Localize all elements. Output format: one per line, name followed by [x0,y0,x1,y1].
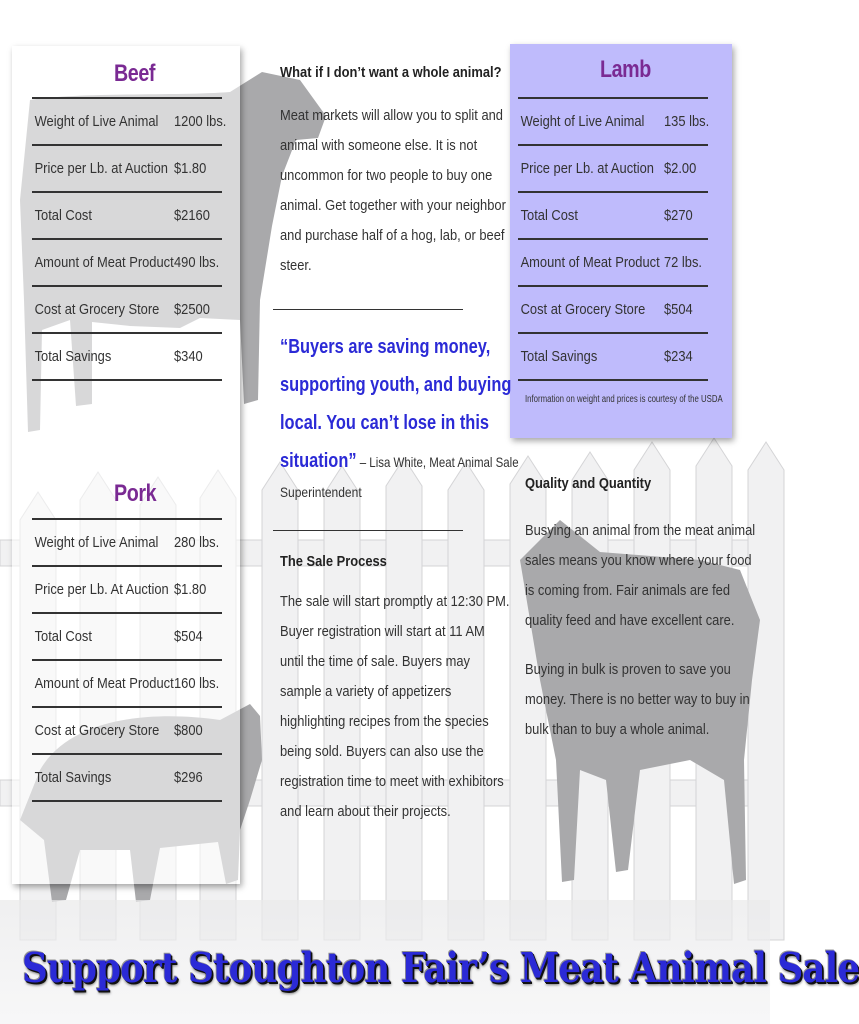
beef-row-label: Cost at Grocery Store [34,301,160,318]
quality-paragraph-2 [525,655,786,745]
quote-line: “Buyers are saving money, [280,336,491,358]
beef-row-value: $2500 [174,301,210,318]
beef-row [32,193,222,240]
text-line: sales means you know where your food [525,552,752,569]
text-line: Buying in bulk is proven to save you [525,661,731,678]
text-line: is coming from. Fair animals are fed [525,582,731,599]
pork-row [32,520,222,567]
lamb-row [518,193,708,240]
lamb-row [518,99,708,146]
pork-row-value: 160 lbs. [174,675,220,692]
text-line: bulk than to buy a whole animal. [525,721,710,738]
lamb-title: Lamb [600,56,651,83]
text-line: Buyer registration will start at 11 AM [280,623,485,640]
pork-row-value: $296 [174,769,203,786]
pork-title: Pork [114,480,157,507]
beef-row-label: Total Savings [34,348,112,365]
quote-attribution-line2: Superintendent [280,484,362,500]
lamb-row-label: Amount of Meat Product [520,254,660,271]
quote-attribution: – Lisa White, Meat Animal Sale [356,454,519,470]
lamb-row-label: Price per Lb. at Auction [520,160,654,177]
pork-row-label: Total Cost [34,628,92,645]
beef-title: Beef [114,60,156,87]
lamb-row-value: $270 [664,207,693,224]
pork-row [32,614,222,661]
text-line: registration time to meet with exhibitors [280,773,504,790]
sale-process-text [280,587,547,827]
pork-row-value: $504 [174,628,203,645]
beef-row [32,240,222,287]
whole-animal-text [280,101,543,281]
pork-row-value: 280 lbs. [174,534,220,551]
lamb-row-value: 135 lbs. [664,113,710,130]
beef-row [32,146,222,193]
text-line: animal with someone else. It is not [280,137,478,154]
pork-row-label: Total Savings [34,769,112,786]
text-line: money. There is no better way to buy in [525,691,750,708]
lamb-row [518,287,708,334]
quality-heading: Quality and Quantity [525,475,652,492]
pork-row [32,708,222,755]
beef-row-value: $2160 [174,207,210,224]
beef-row-value: 1200 lbs. [174,113,227,130]
pork-row [32,661,222,708]
lamb-row-label: Cost at Grocery Store [520,301,646,318]
text-line: until the time of sale. Buyers may [280,653,471,670]
buyer-quote [280,328,571,481]
banner-title: Support Stoughton Fair’s Meat Animal Sale [22,944,859,992]
beef-row-label: Total Cost [34,207,92,224]
pork-row-label: Cost at Grocery Store [34,722,160,739]
sale-process-heading: The Sale Process [280,553,387,570]
lamb-row-label: Weight of Live Animal [520,113,645,130]
quality-paragraph-1 [525,516,793,636]
beef-row [32,99,227,146]
text-line: steer. [280,257,312,274]
whole-animal-heading: What if I don’t want a whole animal? [280,64,502,81]
text-line: uncommon for two people to buy one [280,167,493,184]
text-line: Meat markets will allow you to split and [280,107,503,124]
quote-line: local. You can’t lose in this [280,412,489,434]
lamb-row-value: $234 [664,348,693,365]
lamb-row [518,146,708,193]
lamb-row-value: $2.00 [664,160,697,177]
quote-line: supporting youth, and buying [280,374,512,396]
beef-row-label: Amount of Meat Product [34,254,174,271]
text-line: animal. Get together with your neighbor [280,197,506,214]
divider-top [273,309,463,310]
pork-row-value: $800 [174,722,203,739]
divider-bottom [273,530,463,531]
pork-row-label: Weight of Live Animal [34,534,159,551]
quote-last-line: situation” [280,450,357,472]
text-line: being sold. Buyers can also use the [280,743,484,760]
text-line: sample a variety of appetizers [280,683,452,700]
beef-row-value: 490 lbs. [174,254,220,271]
pork-row-label: Price per Lb. At Auction [34,581,169,598]
text-line: Busying an animal from the meat animal [525,522,756,539]
beef-row [32,287,222,334]
beef-row-label: Weight of Live Animal [34,113,159,130]
text-line: The sale will start promptly at 12:30 PM. [280,593,510,610]
beef-row [32,334,222,381]
text-line: quality feed and have excellent care. [525,612,735,629]
beef-row-label: Price per Lb. at Auction [34,160,168,177]
lamb-row-value: 72 lbs. [664,254,703,271]
pork-row [32,755,222,802]
pork-row-value: $1.80 [174,581,207,598]
lamb-row-label: Total Cost [520,207,578,224]
usda-note: Information on weight and prices is courtesy of the USDA [525,394,723,405]
text-line: and purchase half of a hog, lab, or beef [280,227,505,244]
beef-row-value: $1.80 [174,160,207,177]
beef-row-value: $340 [174,348,203,365]
pork-row-label: Amount of Meat Product [34,675,174,692]
text-line: and learn about their projects. [280,803,451,820]
lamb-row-label: Total Savings [520,348,598,365]
text-line: highlighting recipes from the species [280,713,489,730]
lamb-row [518,240,708,287]
lamb-row-value: $504 [664,301,693,318]
pork-row [32,567,222,614]
